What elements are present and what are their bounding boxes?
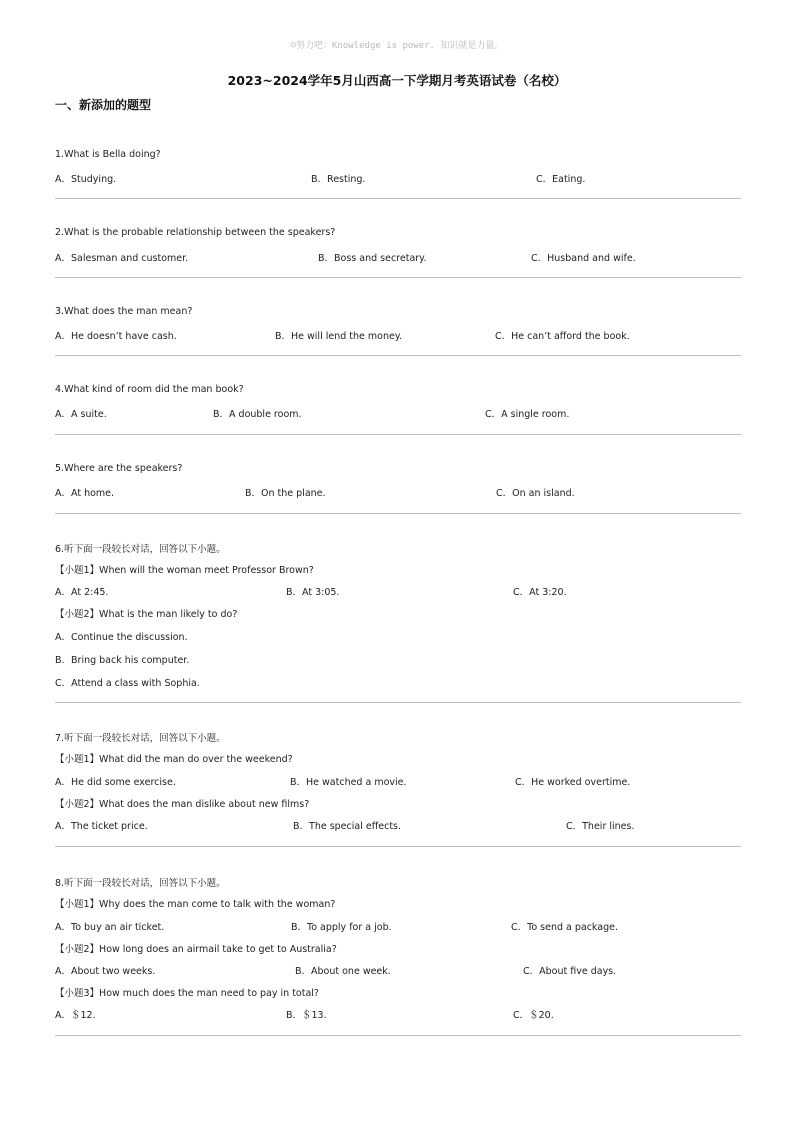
option-b: B．The special effects.	[293, 821, 402, 832]
option-c: C．＄20.	[513, 1010, 554, 1021]
option-a: A．About two weeks.	[55, 966, 156, 977]
question-5	[55, 454, 741, 514]
question-stem: 2.What is the probable relationship between the speakers?	[55, 227, 336, 238]
option-c: C．Husband and wife.	[531, 253, 636, 264]
sub-question-stem: 【小题1】When will the woman meet Professor Brown?	[55, 565, 314, 576]
sub-question-stem: 【小题2】What does the man dislike about new films?	[55, 799, 310, 810]
option-c: C．A single room.	[485, 409, 570, 420]
question-stem: 5.Where are the speakers?	[55, 463, 183, 474]
option-a: A．The ticket price.	[55, 821, 148, 832]
watermark: ☺努力吧：Knowledge is power. 知识就是力量。	[290, 41, 504, 51]
option-c: C．At 3:20.	[513, 587, 567, 598]
option-c: C．About five days.	[523, 966, 617, 977]
option-b: B．About one week.	[295, 966, 391, 977]
option-b: B．On the plane.	[245, 488, 326, 499]
option-a: A．A suite.	[55, 409, 107, 420]
option-b: B．＄13.	[286, 1010, 327, 1021]
option-c: C．Eating.	[536, 174, 586, 185]
option-b: B．To apply for a job.	[291, 922, 392, 933]
option-c: C．On an island.	[496, 488, 575, 499]
question-intro: 8.听下面一段较长对话，回答以下小题。	[55, 878, 226, 889]
question-6	[55, 533, 741, 703]
option-b: B．He will lend the money.	[275, 331, 403, 342]
sub-question-stem: 【小题2】How long does an airmail take to get to Australia?	[55, 944, 337, 955]
question-8	[55, 866, 741, 1036]
option-c: C．Their lines.	[566, 821, 635, 832]
question-stem: 4.What kind of room did the man book?	[55, 384, 244, 395]
option-c: C．To send a package.	[511, 922, 618, 933]
question-1	[55, 140, 741, 199]
question-stem: 1.What is Bella doing?	[55, 149, 161, 160]
option-b: B．Boss and secretary.	[318, 253, 427, 264]
option-b: B．He watched a movie.	[290, 777, 407, 788]
sub-question-stem: 【小题3】How much does the man need to pay in total?	[55, 988, 319, 999]
option-a: A．Studying.	[55, 174, 117, 185]
option-a: A．＄12.	[55, 1010, 96, 1021]
sub-question-stem: 【小题1】Why does the man come to talk with the woman?	[55, 899, 336, 910]
option-a: A．Continue the discussion.	[55, 632, 188, 643]
section-heading: 一、新添加的题型	[55, 98, 152, 112]
option-c: C．He worked overtime.	[515, 777, 631, 788]
sub-question-stem: 【小题1】What did the man do over the weekend?	[55, 754, 293, 765]
option-a: A．He doesn’t have cash.	[55, 331, 177, 342]
question-intro: 6.听下面一段较长对话，回答以下小题。	[55, 544, 226, 555]
question-intro: 7.听下面一段较长对话，回答以下小题。	[55, 733, 226, 744]
option-c: C．Attend a class with Sophia.	[55, 678, 200, 689]
option-b: B．A double room.	[213, 409, 302, 420]
option-a: A．Salesman and customer.	[55, 253, 189, 264]
option-a: A．At 2:45.	[55, 587, 109, 598]
option-c: C．He can’t afford the book.	[495, 331, 630, 342]
question-2	[55, 218, 741, 278]
question-stem: 3.What does the man mean?	[55, 306, 193, 317]
option-b: B．At 3:05.	[286, 587, 340, 598]
sub-question-stem: 【小题2】What is the man likely to do?	[55, 609, 238, 620]
option-a: A．He did some exercise.	[55, 777, 176, 788]
question-7	[55, 722, 741, 847]
option-a: A．To buy an air ticket.	[55, 922, 165, 933]
page-title: 2023~2024学年5月山西高一下学期月考英语试卷（名校）	[227, 73, 567, 88]
question-4	[55, 375, 741, 435]
option-a: A．At home.	[55, 488, 115, 499]
option-b: B．Resting.	[311, 174, 366, 185]
question-3	[55, 297, 741, 356]
option-b: B．Bring back his computer.	[55, 655, 190, 666]
